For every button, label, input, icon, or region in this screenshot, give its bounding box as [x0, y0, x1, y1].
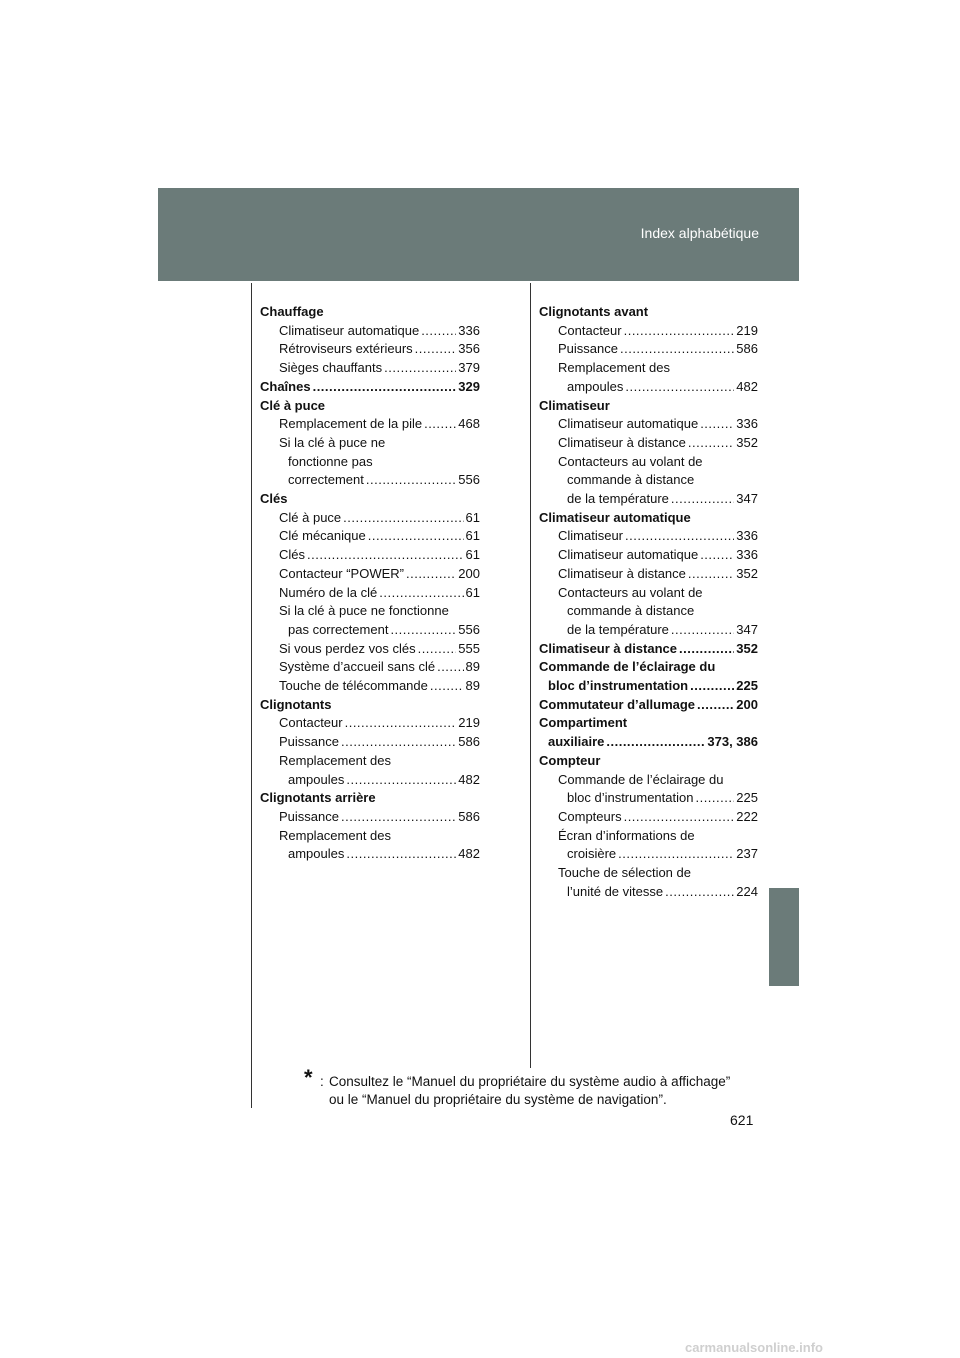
entry-text: Contacteur: [279, 715, 343, 731]
dot-leader: [430, 677, 464, 696]
dot-leader: [343, 509, 463, 528]
index-entry: [260, 640, 480, 659]
index-entry: [539, 527, 758, 546]
index-entry: [260, 527, 480, 546]
dot-leader: [625, 527, 734, 546]
entry-text: Climatiseur automatique: [279, 322, 420, 338]
dot-leader: [418, 640, 457, 659]
dot-leader: [346, 771, 456, 790]
dot-leader: [624, 322, 735, 341]
dot-leader: [697, 696, 734, 715]
index-entry: [539, 864, 758, 883]
entry-text: Système d’accueil sans clé: [279, 659, 436, 675]
entry-page: 225: [736, 678, 758, 694]
index-entry: [260, 752, 480, 771]
entry-text: Contacteurs au volant de: [558, 453, 703, 469]
index-entry: [260, 658, 480, 677]
index-entry: [539, 827, 758, 846]
dot-leader: [695, 789, 734, 808]
index-entry: [539, 584, 758, 603]
entry-text: commande à distance: [567, 472, 695, 488]
index-entry: [260, 602, 480, 621]
index-entry: [260, 584, 480, 603]
entry-text: Climatiseur automatique: [558, 416, 699, 432]
entry-page: 61: [465, 509, 480, 525]
footnote-line-2: ou le “Manuel du propriétaire du système de navigation”.: [329, 1092, 667, 1107]
entry-page: 61: [465, 528, 480, 544]
index-entry: [539, 471, 758, 490]
index-entry: [539, 434, 758, 453]
page-number: 621: [730, 1112, 754, 1128]
dot-leader: [406, 565, 456, 584]
index-entry: [260, 789, 480, 808]
entry-text: Remplacement des: [558, 360, 670, 376]
entry-text: Clignotants: [260, 696, 332, 712]
header-title: Index alphabétique: [640, 225, 759, 241]
entry-page: 336: [736, 547, 758, 563]
entry-text: Puissance: [558, 341, 618, 357]
entry-text: Écran d’informations de: [558, 827, 695, 843]
dot-leader: [313, 378, 457, 397]
entry-page: 224: [736, 883, 758, 899]
entry-text: Remplacement des: [279, 752, 391, 768]
entry-text: Climatiseur automatique: [539, 509, 691, 525]
index-entry: [260, 845, 480, 864]
entry-page: 336: [736, 416, 758, 432]
entry-text: de la température: [567, 491, 669, 507]
column-divider: [530, 283, 531, 1068]
dot-leader: [424, 415, 456, 434]
index-entry: [260, 714, 480, 733]
entry-text: Contacteur: [558, 322, 622, 338]
entry-text: Si la clé à puce ne: [279, 434, 386, 450]
entry-page: 556: [458, 472, 480, 488]
entry-text: Climatiseur automatique: [558, 547, 699, 563]
index-entry: [260, 677, 480, 696]
entry-page: 219: [736, 322, 758, 338]
dot-leader: [606, 733, 705, 752]
index-entry: [260, 397, 480, 416]
index-entry: [260, 322, 480, 341]
entry-text: Contacteurs au volant de: [558, 584, 703, 600]
index-entry: [539, 621, 758, 640]
entry-text: Touche de télécommande: [279, 678, 428, 694]
entry-text: ampoules: [567, 378, 624, 394]
index-entry: [539, 490, 758, 509]
entry-page: 336: [458, 322, 480, 338]
entry-text: auxiliaire: [548, 734, 605, 750]
entry-page: 482: [458, 771, 480, 787]
entry-text: pas correctement: [288, 621, 389, 637]
entry-text: fonctionne pas: [288, 453, 373, 469]
entry-text: Puissance: [279, 808, 339, 824]
entry-text: ampoules: [288, 771, 345, 787]
index-entry: [260, 696, 480, 715]
index-entry: [260, 808, 480, 827]
index-entry: [260, 827, 480, 846]
index-entry: [539, 733, 758, 752]
entry-page: 336: [736, 528, 758, 544]
entry-text: Si vous perdez vos clés: [279, 640, 416, 656]
index-entry: [539, 397, 758, 416]
entry-text: Clé à puce: [279, 509, 342, 525]
dot-leader: [415, 340, 457, 359]
index-entry: [539, 808, 758, 827]
entry-text: Clignotants avant: [539, 304, 649, 319]
dot-leader: [368, 527, 464, 546]
entry-text: Contacteur “POWER”: [279, 565, 404, 581]
footnote: [304, 1065, 774, 1109]
index-entry: [539, 359, 758, 378]
entry-page: 352: [736, 640, 758, 656]
index-entry: [539, 303, 758, 322]
side-thumb-tab: [769, 888, 799, 986]
index-entry: [539, 602, 758, 621]
dot-leader: [690, 677, 734, 696]
entry-page: 200: [458, 565, 480, 581]
entry-page: 89: [465, 678, 480, 694]
dot-leader: [341, 808, 456, 827]
left-margin-rule: [251, 283, 252, 1108]
entry-page: 61: [465, 584, 480, 600]
index-entry: [539, 565, 758, 584]
index-entry: [539, 677, 758, 696]
entry-page: 352: [736, 434, 758, 450]
index-entry: [539, 789, 758, 808]
index-entry: [260, 490, 480, 509]
entry-text: ampoules: [288, 846, 345, 862]
entry-text: Clés: [260, 491, 288, 507]
entry-text: croisière: [567, 846, 617, 862]
index-entry: [260, 621, 480, 640]
entry-text: bloc d’instrumentation: [567, 790, 694, 806]
dot-leader: [625, 378, 734, 397]
dot-leader: [620, 340, 734, 359]
entry-text: de la température: [567, 621, 669, 637]
footnote-colon: :: [320, 1074, 324, 1089]
dot-leader: [688, 434, 734, 453]
entry-text: Commande de l’éclairage du: [558, 771, 724, 787]
entry-page: 556: [458, 621, 480, 637]
index-entry: [260, 546, 480, 565]
entry-text: Clé mécanique: [279, 528, 366, 544]
entry-page: 482: [458, 846, 480, 862]
index-entry: [539, 415, 758, 434]
dot-leader: [366, 471, 456, 490]
entry-text: Sièges chauffants: [279, 360, 383, 376]
entry-page: 586: [736, 341, 758, 357]
entry-text: l’unité de vitesse: [567, 883, 664, 899]
entry-text: Clé à puce: [260, 397, 326, 413]
entry-text: Climatiseur: [539, 397, 610, 413]
entry-text: bloc d’instrumentation: [548, 678, 689, 694]
footnote-star: *: [304, 1065, 313, 1090]
entry-page: 200: [736, 696, 758, 712]
index-column-left: [260, 303, 480, 864]
entry-page: 225: [736, 790, 758, 806]
entry-text: Numéro de la clé: [279, 584, 378, 600]
dot-leader: [700, 546, 734, 565]
entry-page: 329: [458, 378, 480, 394]
index-entry: [260, 359, 480, 378]
index-entry: [539, 696, 758, 715]
dot-leader: [379, 584, 463, 603]
index-entry: [260, 303, 480, 322]
dot-leader: [341, 733, 456, 752]
entry-page: 219: [458, 715, 480, 731]
dot-leader: [679, 640, 734, 659]
entry-page: 356: [458, 341, 480, 357]
entry-text: correctement: [288, 472, 364, 488]
index-entry: [260, 565, 480, 584]
index-entry: [260, 733, 480, 752]
dot-leader: [618, 845, 734, 864]
entry-text: Rétroviseurs extérieurs: [279, 341, 413, 357]
index-entry: [260, 434, 480, 453]
dot-leader: [345, 714, 457, 733]
header-band: [158, 188, 799, 281]
dot-leader: [624, 808, 735, 827]
entry-text: Remplacement des: [279, 827, 391, 843]
entry-page: 555: [458, 640, 480, 656]
index-entry: [260, 415, 480, 434]
dot-leader: [671, 490, 734, 509]
entry-page: 373, 386: [707, 734, 758, 750]
index-entry: [539, 453, 758, 472]
index-entry: [260, 509, 480, 528]
entry-text: Commande de l’éclairage du: [539, 659, 716, 675]
entry-page: 347: [736, 621, 758, 637]
entry-text: Climatiseur à distance: [539, 640, 677, 656]
entry-page: 468: [458, 416, 480, 432]
index-entry: [260, 340, 480, 359]
index-entry: [539, 845, 758, 864]
index-entry: [539, 640, 758, 659]
entry-text: Compartiment: [539, 715, 628, 731]
entry-text: Climatiseur à distance: [558, 565, 686, 581]
entry-text: Puissance: [279, 734, 339, 750]
dot-leader: [346, 845, 456, 864]
dot-leader: [384, 359, 456, 378]
entry-text: Touche de sélection de: [558, 865, 691, 881]
entry-text: commande à distance: [567, 603, 695, 619]
entry-text: Clés: [279, 547, 306, 563]
entry-page: 586: [458, 808, 480, 824]
entry-text: Compteur: [539, 752, 601, 768]
index-entry: [539, 658, 758, 677]
entry-page: 347: [736, 491, 758, 507]
index-entry: [539, 752, 758, 771]
dot-leader: [700, 415, 734, 434]
entry-page: 586: [458, 734, 480, 750]
index-entry: [539, 771, 758, 790]
dot-leader: [421, 322, 456, 341]
entry-text: Commutateur d’allumage: [539, 696, 696, 712]
index-entry: [539, 546, 758, 565]
index-entry: [260, 471, 480, 490]
dot-leader: [390, 621, 456, 640]
entry-page: 482: [736, 378, 758, 394]
entry-page: 89: [465, 659, 480, 675]
entry-text: Climatiseur: [558, 528, 624, 544]
dot-leader: [307, 546, 464, 565]
index-entry: [539, 883, 758, 902]
watermark: carmanualsonline.info: [685, 1340, 823, 1355]
index-entry: [539, 378, 758, 397]
index-entry: [539, 714, 758, 733]
entry-text: Clignotants arrière: [260, 790, 376, 806]
dot-leader: [688, 565, 734, 584]
index-column-right: [539, 303, 758, 902]
entry-text: Compteurs: [558, 808, 622, 824]
dot-leader: [665, 883, 734, 902]
entry-text: Remplacement de la pile: [279, 416, 423, 432]
index-entry: [260, 378, 480, 397]
index-entry: [539, 340, 758, 359]
dot-leader: [437, 658, 463, 677]
entry-text: Chauffage: [260, 304, 324, 319]
index-entry: [260, 771, 480, 790]
entry-page: 352: [736, 565, 758, 581]
dot-leader: [671, 621, 734, 640]
entry-text: Climatiseur à distance: [558, 434, 686, 450]
index-entry: [260, 453, 480, 472]
index-entry: [539, 322, 758, 341]
entry-text: Si la clé à puce ne fonctionne: [279, 603, 449, 619]
entry-page: 61: [465, 547, 480, 563]
entry-page: 222: [736, 808, 758, 824]
entry-text: Chaînes: [260, 378, 311, 394]
footnote-line-1: Consultez le “Manuel du propriétaire du système audio à affichage”: [329, 1074, 731, 1089]
entry-page: 379: [458, 360, 480, 376]
entry-page: 237: [736, 846, 758, 862]
index-entry: [539, 509, 758, 528]
